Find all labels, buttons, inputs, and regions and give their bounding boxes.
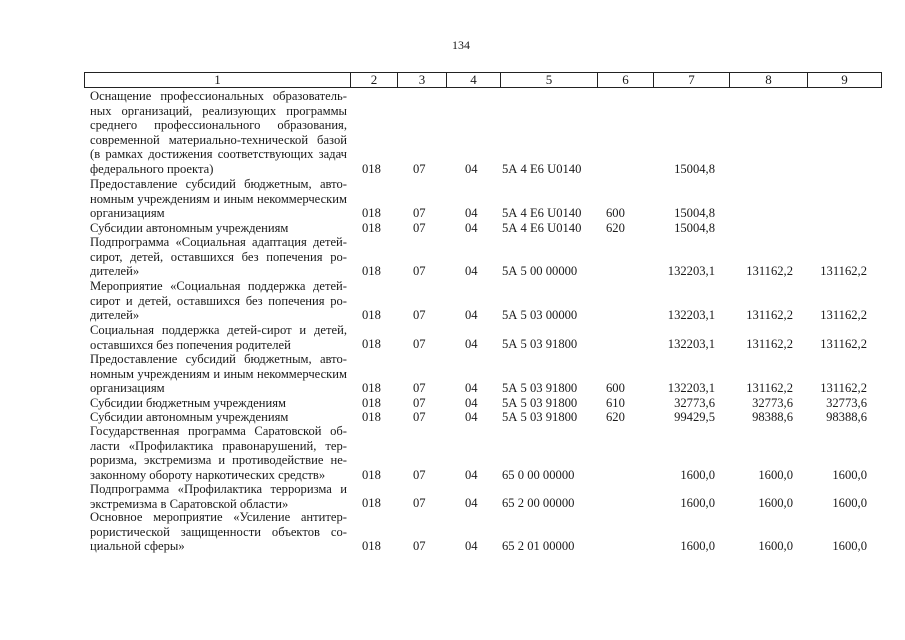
cell-target-article: 5А 5 03 91800 — [502, 396, 578, 410]
cell-amount-year-2: 98388,6 — [752, 410, 793, 424]
cell-amount-year-1: 1600,0 — [680, 468, 715, 482]
cell-subsection: 04 — [465, 468, 478, 482]
cell-amount-year-1: 1600,0 — [680, 539, 715, 553]
cell-amount-year-2: 1600,0 — [758, 468, 793, 482]
cell-target-article: 65 2 01 00000 — [502, 539, 575, 553]
cell-section: 07 — [413, 396, 426, 410]
cell-amount-year-1: 15004,8 — [674, 206, 715, 220]
cell-target-article: 5А 4 Е6 U0140 — [502, 221, 582, 235]
cell-amount-year-3: 98388,6 — [826, 410, 867, 424]
cell-target-article: 65 2 00 00000 — [502, 496, 575, 510]
cell-amount-year-3: 131162,2 — [820, 381, 867, 395]
cell-amount-year-1: 99429,5 — [674, 410, 715, 424]
row-description: Субсидии автономным учреждениям — [90, 410, 289, 424]
cell-target-article: 5А 4 Е6 U0140 — [502, 206, 582, 220]
cell-section: 07 — [413, 410, 426, 424]
row-description: Социальная поддержка детей-сирот и детей, оставшихся без попечения родителей — [90, 323, 347, 352]
cell-expense-type: 620 — [606, 410, 625, 424]
cell-expense-type: 600 — [606, 206, 625, 220]
cell-section: 07 — [413, 539, 426, 553]
cell-expense-type: 610 — [606, 396, 625, 410]
cell-amount-year-1: 132203,1 — [667, 337, 715, 351]
cell-subsection: 04 — [465, 539, 478, 553]
cell-amount-year-1: 32773,6 — [674, 396, 715, 410]
cell-subsection: 04 — [465, 308, 478, 322]
cell-subsection: 04 — [465, 381, 478, 395]
row-description: Субсидии автономным учреждениям — [90, 221, 289, 235]
cell-target-article: 5А 5 03 91800 — [502, 410, 578, 424]
cell-amount-year-3: 131162,2 — [820, 264, 867, 278]
cell-ministry: 018 — [362, 396, 381, 410]
header-col-3: 3 — [398, 73, 447, 88]
cell-subsection: 04 — [465, 410, 478, 424]
row-description: Мероприятие «Социальная поддержка детей-сирот и детей, оставшихся без попечения родителей» — [90, 279, 347, 322]
cell-target-article: 5А 5 03 91800 — [502, 337, 578, 351]
cell-ministry: 018 — [362, 264, 381, 278]
cell-subsection: 04 — [465, 206, 478, 220]
header-col-9: 9 — [808, 73, 882, 88]
cell-amount-year-2: 32773,6 — [752, 396, 793, 410]
cell-target-article: 5А 5 03 00000 — [502, 308, 578, 322]
cell-target-article: 5А 5 03 91800 — [502, 381, 578, 395]
row-description: Предоставление субсидий бюджетным, автономным учреждениям и иным некоммерческим организациям — [90, 352, 347, 395]
cell-amount-year-1: 1600,0 — [680, 496, 715, 510]
header-col-8: 8 — [730, 73, 808, 88]
cell-amount-year-3: 131162,2 — [820, 308, 867, 322]
header-col-7: 7 — [654, 73, 730, 88]
cell-ministry: 018 — [362, 206, 381, 220]
cell-section: 07 — [413, 221, 426, 235]
header-col-1: 1 — [85, 73, 351, 88]
cell-amount-year-2: 1600,0 — [758, 496, 793, 510]
header-col-5: 5 — [501, 73, 598, 88]
cell-target-article: 5А 5 00 00000 — [502, 264, 578, 278]
row-description: Оснащение профессиональных образовательных организаций, реализующих программы среднего профессионального образования, современной материально-технической базой (в рамках достижения соответствующих задач федерального проекта) — [90, 89, 347, 176]
cell-ministry: 018 — [362, 468, 381, 482]
cell-ministry: 018 — [362, 381, 381, 395]
cell-amount-year-2: 131162,2 — [746, 264, 793, 278]
row-description: Предоставление субсидий бюджетным, автономным учреждениям и иным некоммерческим организациям — [90, 177, 347, 220]
cell-amount-year-3: 1600,0 — [832, 468, 867, 482]
cell-ministry: 018 — [362, 496, 381, 510]
cell-subsection: 04 — [465, 221, 478, 235]
row-description: Основное мероприятие «Усиление антитеррористической защищенности объектов социальной сферы» — [90, 510, 347, 553]
cell-amount-year-3: 1600,0 — [832, 496, 867, 510]
cell-amount-year-2: 131162,2 — [746, 308, 793, 322]
cell-section: 07 — [413, 381, 426, 395]
cell-ministry: 018 — [362, 221, 381, 235]
cell-ministry: 018 — [362, 337, 381, 351]
cell-ministry: 018 — [362, 539, 381, 553]
cell-ministry: 018 — [362, 308, 381, 322]
row-description: Государственная программа Саратовской области «Профилактика правонарушений, терроризма, экстремизма и противодействие незаконному обороту наркотических средств» — [90, 424, 347, 482]
cell-amount-year-1: 132203,1 — [667, 381, 715, 395]
row-description: Субсидии бюджетным учреждениям — [90, 396, 286, 410]
cell-amount-year-3: 32773,6 — [826, 396, 867, 410]
cell-target-article: 5А 4 Е6 U0140 — [502, 162, 582, 176]
cell-section: 07 — [413, 206, 426, 220]
header-col-2: 2 — [351, 73, 398, 88]
cell-subsection: 04 — [465, 264, 478, 278]
cell-expense-type: 620 — [606, 221, 625, 235]
cell-subsection: 04 — [465, 162, 478, 176]
cell-section: 07 — [413, 496, 426, 510]
cell-amount-year-1: 15004,8 — [674, 162, 715, 176]
cell-section: 07 — [413, 308, 426, 322]
cell-subsection: 04 — [465, 337, 478, 351]
cell-section: 07 — [413, 264, 426, 278]
cell-amount-year-2: 131162,2 — [746, 337, 793, 351]
cell-section: 07 — [413, 337, 426, 351]
cell-ministry: 018 — [362, 162, 381, 176]
cell-amount-year-2: 131162,2 — [746, 381, 793, 395]
row-description: Подпрограмма «Профилактика терроризма и экстремизма в Саратовской области» — [90, 482, 347, 511]
cell-amount-year-2: 1600,0 — [758, 539, 793, 553]
cell-ministry: 018 — [362, 410, 381, 424]
cell-section: 07 — [413, 162, 426, 176]
cell-subsection: 04 — [465, 396, 478, 410]
cell-amount-year-1: 15004,8 — [674, 221, 715, 235]
header-col-4: 4 — [447, 73, 501, 88]
cell-target-article: 65 0 00 00000 — [502, 468, 575, 482]
header-col-6: 6 — [598, 73, 654, 88]
cell-expense-type: 600 — [606, 381, 625, 395]
cell-section: 07 — [413, 468, 426, 482]
page-number: 134 — [452, 38, 470, 52]
cell-amount-year-3: 1600,0 — [832, 539, 867, 553]
cell-subsection: 04 — [465, 496, 478, 510]
row-description: Подпрограмма «Социальная адаптация детей-сирот, детей, оставшихся без попечения родителей» — [90, 235, 347, 278]
cell-amount-year-1: 132203,1 — [667, 308, 715, 322]
cell-amount-year-1: 132203,1 — [667, 264, 715, 278]
cell-amount-year-3: 131162,2 — [820, 337, 867, 351]
